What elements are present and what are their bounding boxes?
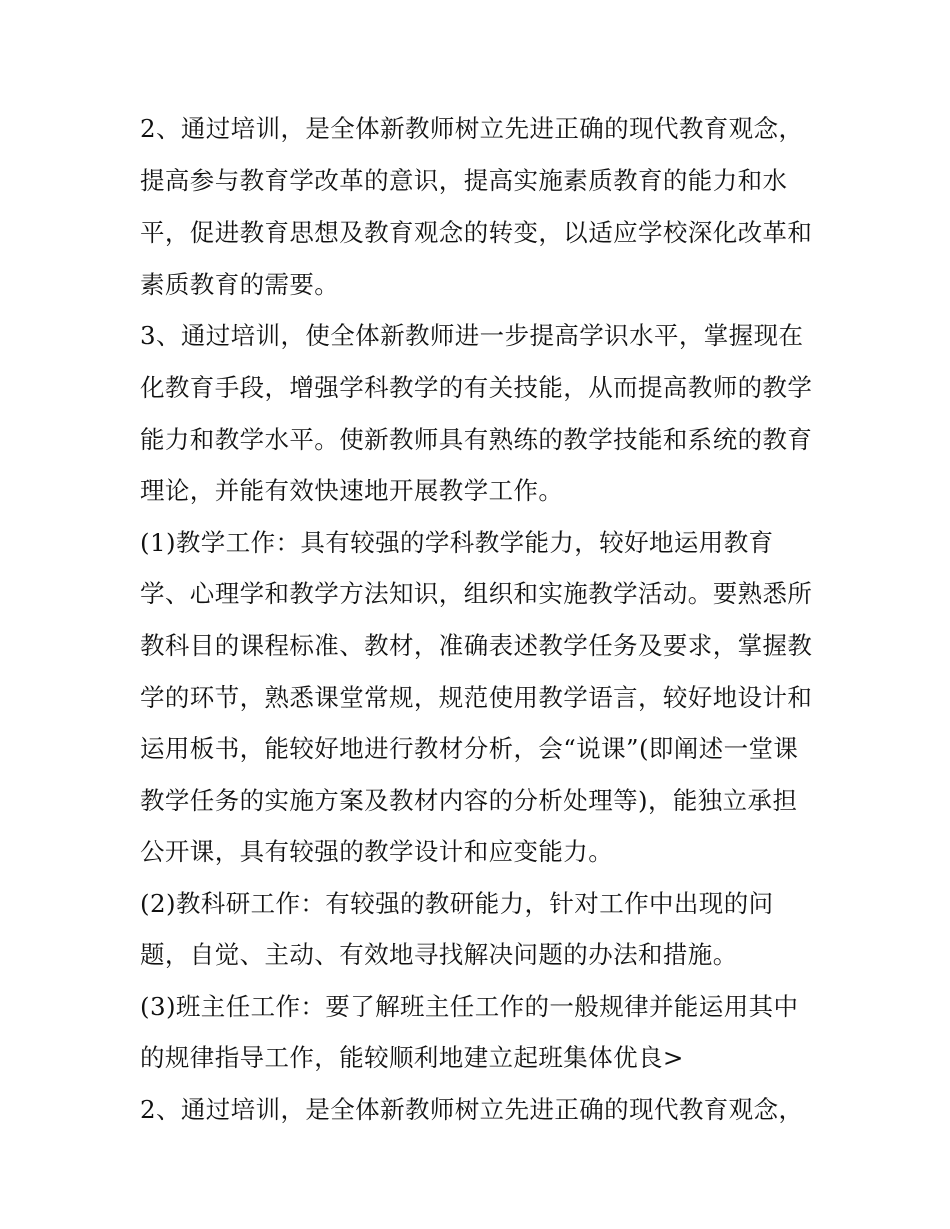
text-line: 学的环节，熟悉课堂常规，规范使用教学语言，较好地设计和 [140,683,813,712]
text-line: 运用板书，能较好地进行教材分析，会“说课”(即阐述一堂课 [140,734,799,763]
text-line: 2、通过培训，是全体新教师树立先进正确的现代教育观念， [140,114,804,143]
text-line: 化教育手段，增强学科教学的有关技能，从而提高教师的教学 [140,373,813,402]
text-line: (2)教科研工作：有较强的教研能力，针对工作中出现的问 [140,889,774,918]
text-line: 3、通过培训，使全体新教师进一步提高学识水平，掌握现在 [140,321,804,350]
text-line: 提高参与教育学改革的意识，提高实施素质教育的能力和水 [140,166,788,195]
text-line: 理论，并能有效快速地开展教学工作。 [140,476,564,505]
text-line: 平，促进教育思想及教育观念的转变，以适应学校深化改革和 [140,218,813,247]
text-line: 公开课，具有较强的教学设计和应变能力。 [140,837,614,866]
text-line: 教科目的课程标准、教材，准确表述教学任务及要求，掌握教 [140,631,813,660]
text-line: 学、心理学和教学方法知识，组织和实施教学活动。要熟悉所 [140,579,813,608]
text-line: 素质教育的需要。 [140,270,340,299]
text-line: 题，自觉、主动、有效地寻找解决问题的办法和措施。 [140,940,738,969]
text-line: (3)班主任工作：要了解班主任工作的一般规律并能运用其中 [140,992,799,1021]
text-line: 2、通过培训，是全体新教师树立先进正确的现代教育观念， [140,1095,804,1124]
text-line: 教学任务的实施方案及教材内容的分析处理等)，能独立承担 [140,786,798,815]
text-line: 能力和教学水平。使新教师具有熟练的教学技能和系统的教育 [140,425,813,454]
text-line: 的规律指导工作，能较顺利地建立起班集体优良> [140,1043,684,1072]
text-line: (1)教学工作：具有较强的学科教学能力，较好地运用教育 [140,528,774,557]
